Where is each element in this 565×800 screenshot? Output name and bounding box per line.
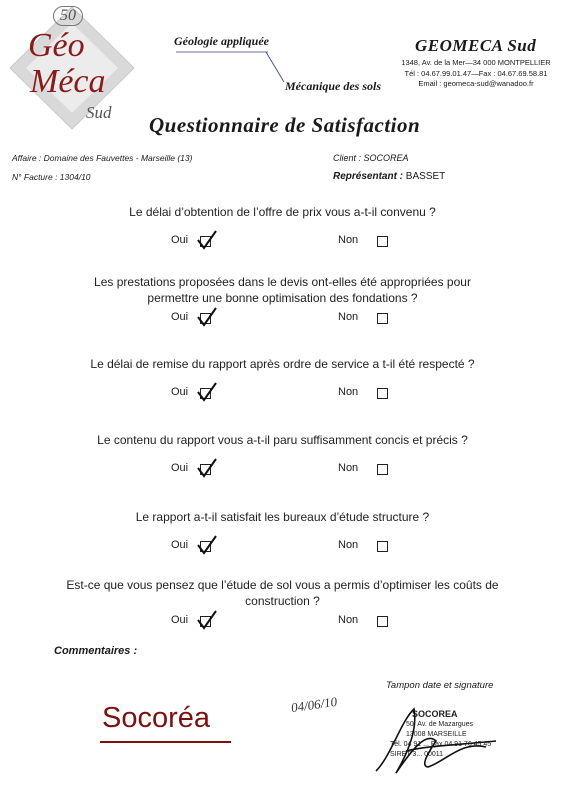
affaire-line: Affaire : Domaine des Fauvettes - Marseille (13) — [12, 153, 193, 163]
non-label: Non — [338, 311, 359, 323]
non-checkbox[interactable] — [377, 464, 388, 475]
question-text: Le délai de remise du rapport après ordre de service a t-il été respecté ? — [90, 357, 475, 371]
tampon-label: Tampon date et signature — [386, 680, 494, 691]
header-diagonal-line — [176, 50, 286, 84]
oui-label: Oui — [171, 311, 189, 323]
checkmark-icon — [195, 457, 217, 479]
company-stamp — [366, 701, 548, 781]
logo-geo: Géo — [28, 27, 85, 64]
brand-underline — [100, 741, 231, 743]
oui-label: Oui — [171, 462, 189, 474]
stamp-line: 50, Av. de Mazargues — [406, 721, 474, 728]
logo-50-badge: 50 — [53, 6, 83, 26]
signature-icon — [366, 701, 548, 781]
question-text: Le rapport a-t-il satisfait les bureaux d’étude structure ? — [135, 510, 430, 524]
stamp-line: 13008 MARSEILLE — [406, 731, 467, 738]
header-mecanique: Mécanique des sols — [285, 79, 381, 93]
comments-label: Commentaires : — [54, 645, 138, 657]
non-label: Non — [338, 539, 359, 551]
handwritten-date: 04/06/10 — [290, 693, 338, 716]
oui-label: Oui — [171, 539, 189, 551]
stamp-line: Tél. 04 91 ... Fax 04 91 76 45 45 — [390, 741, 492, 748]
header-address: 1348, Av. de la Mer—34 000 MONTPELLIER — [401, 58, 551, 67]
oui-label: Oui — [171, 386, 189, 398]
representant-value: BASSET — [405, 171, 446, 182]
stamp-line: SIRET 3... 00011 — [390, 751, 444, 758]
non-checkbox[interactable] — [377, 388, 388, 399]
checkmark-icon — [195, 534, 217, 556]
header-phone: Tél : 04.67.99.01.47—Fax : 04.67.69.58.81 — [404, 68, 548, 78]
representant-line — [333, 171, 445, 182]
logo-meca: Méca — [30, 63, 106, 100]
non-checkbox[interactable] — [377, 236, 388, 247]
oui-label: Oui — [171, 614, 189, 626]
header-company: GEOMECA Sud — [415, 36, 537, 55]
client-line: Client : SOCOREA — [333, 153, 409, 163]
header-email: Email : geomeca-sud@wanadoo.fr — [418, 79, 534, 88]
stamp-line: SOCOREA — [412, 709, 458, 719]
non-label: Non — [338, 386, 359, 398]
question-text: Le contenu du rapport vous a-t-il paru suffisamment concis et précis ? — [97, 433, 468, 447]
non-checkbox[interactable] — [377, 616, 388, 627]
checkmark-icon — [195, 229, 217, 251]
question-text: Est-ce que vous pensez que l’étude de sol vous a permis d’optimiser les coûts de construction ? — [66, 578, 499, 608]
representant-label: Représentant : — [333, 171, 404, 182]
facture-line: N° Facture : 1304/10 — [12, 172, 91, 182]
header-geologie: Géologie appliquée — [174, 34, 269, 48]
logo-sud: Sud — [86, 103, 112, 122]
question-text: Les prestations proposées dans le devis ont-elles été appropriées pour permettre une bonne optimisation des fondations ? — [94, 275, 471, 305]
oui-label: Oui — [171, 234, 189, 246]
page-title: Questionnaire de Satisfaction — [149, 113, 421, 137]
non-label: Non — [338, 234, 359, 246]
non-label: Non — [338, 462, 359, 474]
socorea-brand: Socoréa — [102, 702, 211, 734]
non-checkbox[interactable] — [377, 313, 388, 324]
non-checkbox[interactable] — [377, 541, 388, 552]
non-label: Non — [338, 614, 359, 626]
checkmark-icon — [195, 609, 217, 631]
checkmark-icon — [195, 306, 217, 328]
checkmark-icon — [195, 381, 217, 403]
question-text: Le délai d’obtention de l’offre de prix vous a-t-il convenu ? — [129, 205, 436, 219]
header-contact — [396, 58, 556, 90]
geomeca-logo — [8, 5, 136, 131]
